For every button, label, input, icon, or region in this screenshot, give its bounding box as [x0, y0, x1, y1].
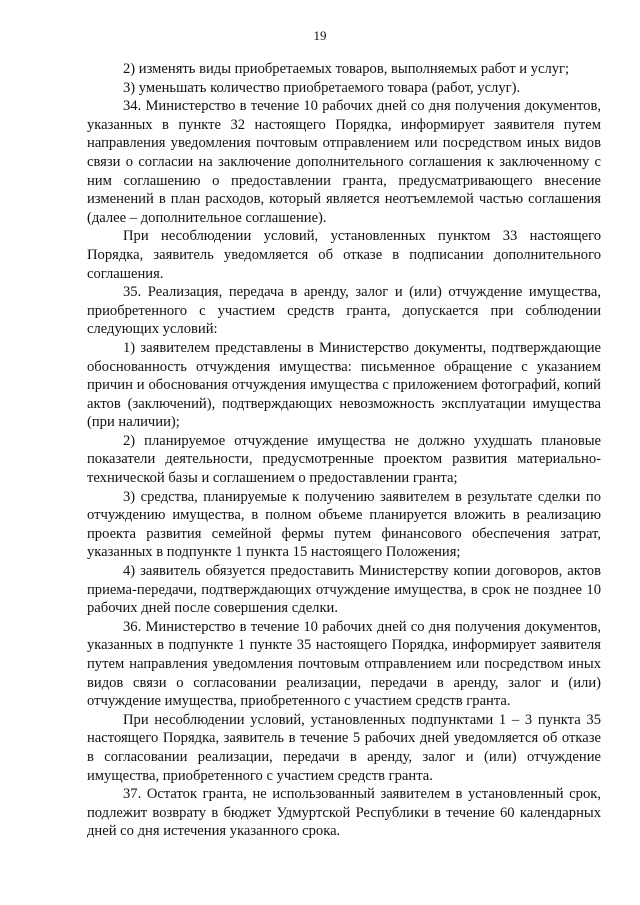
- paragraph-clause-35-item-4: 4) заявитель обязуется предоставить Министерству копии договоров, актов приема-передачи, подтверждающих отчуждение имущества, в срок не позднее 10 рабочих дней после совершения сделки.: [87, 563, 601, 617]
- paragraph-clause-34-refusal: При несоблюдении условий, установленных пунктом 33 настоящего Порядка, заявитель уведомляется об отказе в подписании дополнительного соглашения.: [87, 228, 601, 282]
- paragraph-clause-35-item-1: 1) заявителем представлены в Министерство документы, подтверждающие обоснованность отчуждения имущества: письменное обращение с указанием причин и обоснования отчуждения имущества с приложением фотографий, копий актов (заключений), подтверждающих невозможность эксплуатации имущества (при наличии);: [87, 339, 601, 431]
- document-body: [87, 60, 601, 841]
- paragraph-item-2: 2) изменять виды приобретаемых товаров, выполняемых работ и услуг;: [123, 61, 570, 77]
- paragraph-clause-37: 37. Остаток гранта, не использованный заявителем в установленный срок, подлежит возврату в бюджет Удмуртской Республики в течение 60 календарных дней со дня истечения указанного срока.: [87, 786, 601, 840]
- paragraph-item-3: 3) уменьшать количество приобретаемого товара (работ, услуг).: [123, 79, 521, 96]
- paragraph-clause-36-refusal: При несоблюдении условий, установленных подпунктами 1 – 3 пункта 35 настоящего Порядка, заявитель в течение 5 рабочих дней уведомляется об отказе в согласовании реализации, передачи в аренду, залог и (или) отчуждение имущества, приобретенного с участием средств гранта.: [87, 711, 601, 784]
- paragraph-clause-35-item-2: 2) планируемое отчуждение имущества не должно ухудшать плановые показатели деятельности, предусмотренные проектом развития материально-технической базы и соглашением о предоставлении гранта;: [87, 432, 601, 487]
- paragraph-clause-35: 35. Реализация, передача в аренду, залог и (или) отчуждение имущества, приобретенного с участием средств гранта, допускается при соблюдении следующих условий:: [87, 284, 601, 338]
- paragraph-clause-36: 36. Министерство в течение 10 рабочих дней со дня получения документов, указанных в подпункте 1 пункте 35 настоящего Порядка, информирует заявителя путем направления уведомления почтовым отправлением или посредством иных видов связи о согласовании реализации, передачи в аренду, залог и (или) отчуждение имущества, приобретенного с участием средств гранта.: [87, 618, 601, 710]
- paragraph-clause-35-item-3: 3) средства, планируемые к получению заявителем в результате сделки по отчуждению имущества, в полном объеме планируется вложить в реализацию проекта развития семейной фермы путем финансового обеспечения затрат, указанных в подпункте 1 пункта 15 настоящего Положения;: [87, 488, 601, 561]
- paragraph-clause-34: 34. Министерство в течение 10 рабочих дней со дня получения документов, указанных в пункте 32 настоящего Порядка, информирует заявителя путем направления уведомления почтовым отправлением или посредством иных видов связи о согласии на заключение дополнительного соглашения к заключенному с ним соглашению о предоставлении гранта, предусматривающего внесение изменений в план расходов, который является неотъемлемой частью соглашения (далее – дополнительное соглашение).: [87, 98, 601, 226]
- page-number: 19: [313, 28, 327, 43]
